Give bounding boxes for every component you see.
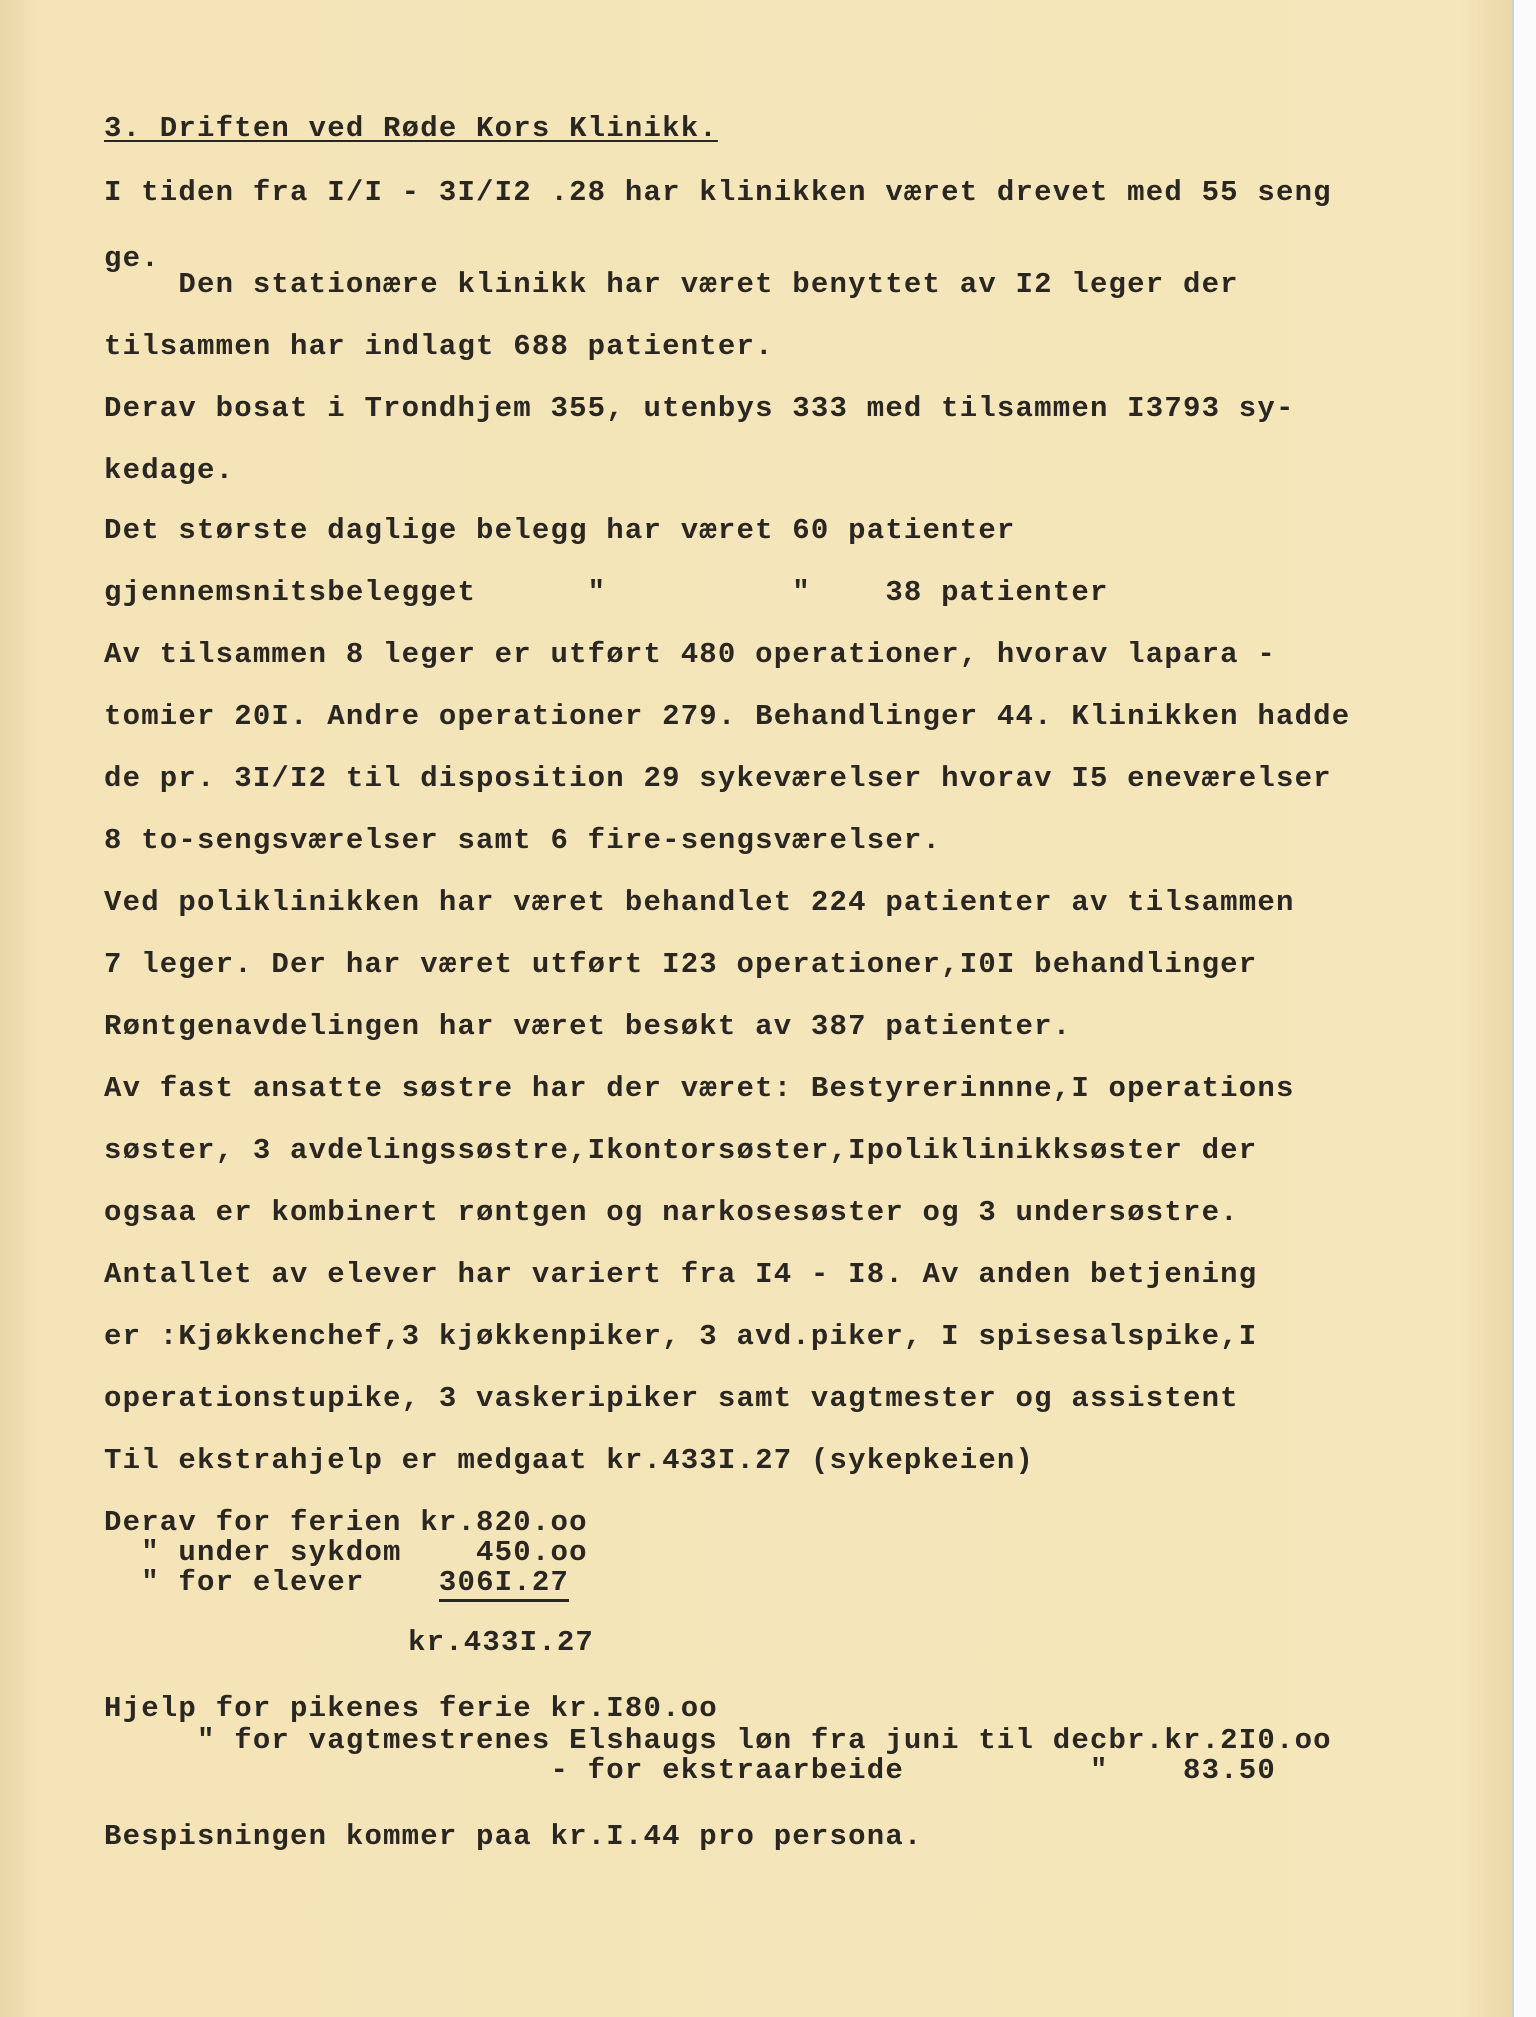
text-line: Røntgenavdelingen har været besøkt av 387 patienter. <box>104 1010 1072 1043</box>
page-edge <box>1512 0 1536 2017</box>
text-line: kedage. <box>104 454 235 487</box>
text-line: Antallet av elever har variert fra I4 - I8. Av anden betjening <box>104 1258 1258 1291</box>
text-line: I tiden fra I/I - 3I/I2 .28 har klinikken været drevet med 55 seng <box>104 176 1332 209</box>
expense-line: Derav for ferien kr.820.oo <box>104 1506 588 1539</box>
text-line: tilsammen har indlagt 688 patienter. <box>104 330 774 363</box>
text-line: 8 to-sengsværelser samt 6 fire-sengsværelser. <box>104 824 942 857</box>
expense-line <box>104 1566 569 1599</box>
text-line: Av fast ansatte søstre har der været: Bestyrerinnne,I operations <box>104 1072 1295 1105</box>
text-line: operationstupike, 3 vaskeripiker samt vagtmester og assistent <box>104 1382 1239 1415</box>
text-line: tomier 20I. Andre operationer 279. Behandlinger 44. Klinikken hadde <box>104 700 1351 733</box>
text-line: Det største daglige belegg har været 60 patienter <box>104 514 1016 547</box>
text-line: Ved poliklinikken har været behandlet 224 patienter av tilsammen <box>104 886 1295 919</box>
expense-line: " under sykdom 450.oo <box>104 1536 588 1569</box>
help-line: " for vagtmestrenes Elshaugs løn fra juni til decbr.kr.2I0.oo <box>104 1724 1332 1757</box>
text-line: søster, 3 avdelingssøstre,Ikontorsøster,Ipoliklinikksøster der <box>104 1134 1258 1167</box>
text-line: er :Kjøkkenchef,3 kjøkkenpiker, 3 avd.piker, I spisesalspike,I <box>104 1320 1258 1353</box>
text-line: gjennemsnitsbelegget " " 38 patienter <box>104 576 1109 609</box>
text-line: Til ekstrahjelp er medgaat kr.433I.27 (sykepkeien) <box>104 1444 1035 1477</box>
text-line: de pr. 3I/I2 til disposition 29 sykeværelser hvorav I5 eneværelser <box>104 762 1332 795</box>
section-title: 3. Driften ved Røde Kors Klinikk. <box>104 112 718 145</box>
expense-amount: 306I.27 <box>439 1566 569 1602</box>
closing-line: Bespisningen kommer paa kr.I.44 pro persona. <box>104 1820 923 1853</box>
text-line: Den stationære klinikk har været benyttet av I2 leger der <box>104 268 1239 301</box>
text-line: Av tilsammen 8 leger er utført 480 operationer, hvorav lapara - <box>104 638 1276 671</box>
text-line: ge. <box>104 242 160 275</box>
text-line: Derav bosat i Trondhjem 355, utenbys 333 med tilsammen I3793 sy- <box>104 392 1295 425</box>
text-line: ogsaa er kombinert røntgen og narkosesøster og 3 undersøstre. <box>104 1196 1239 1229</box>
help-line: - for ekstraarbeide " 83.50 <box>104 1754 1276 1787</box>
expense-total: kr.433I.27 <box>408 1626 595 1659</box>
expense-label: " for elever <box>104 1566 439 1599</box>
text-line: 7 leger. Der har været utført I23 operationer,I0I behandlinger <box>104 948 1258 981</box>
help-line: Hjelp for pikenes ferie kr.I80.oo <box>104 1692 718 1725</box>
